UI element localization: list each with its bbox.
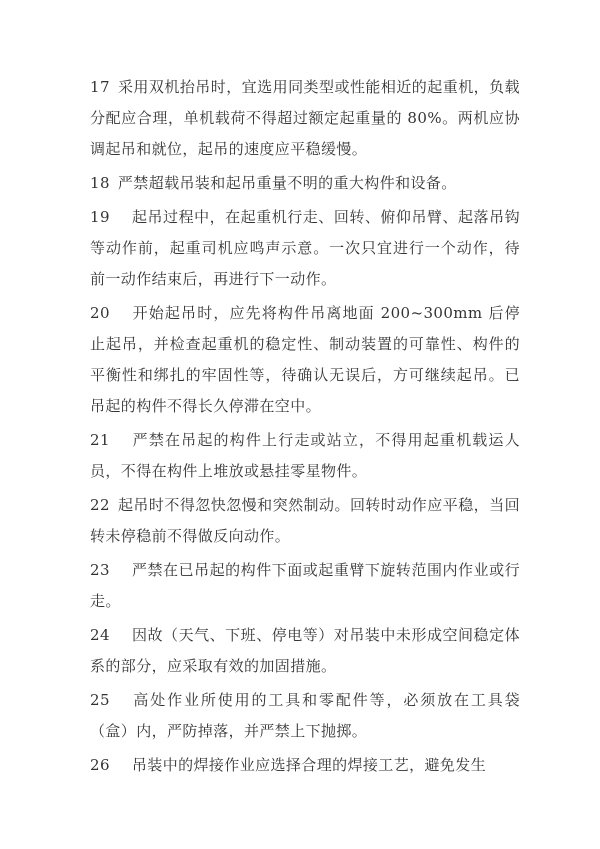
clause-25 bbox=[90, 685, 520, 747]
clause-text: 因故（天气、下班、停电等）对吊装中未形成空间稳定体系的部分，应采取有效的加固措施。 bbox=[90, 626, 520, 675]
clause-text: 起吊时不得忽快忽慢和突然制动。回转时动作应平稳，当回转未停稳前不得做反向动作。 bbox=[90, 496, 520, 545]
clause-number: 21 bbox=[90, 431, 110, 449]
clause-19 bbox=[90, 202, 520, 295]
clause-number: 22 bbox=[90, 496, 110, 514]
clause-18 bbox=[90, 168, 520, 199]
clause-number: 17 bbox=[90, 78, 110, 96]
clause-20 bbox=[90, 298, 520, 422]
clause-text: 高处作业所使用的工具和零配件等，必须放在工具袋（盒）内，严防掉落，并严禁上下抛掷。 bbox=[90, 691, 520, 740]
clause-number: 24 bbox=[90, 626, 110, 644]
clause-22 bbox=[90, 490, 520, 552]
clause-number: 19 bbox=[90, 208, 110, 226]
clause-number: 26 bbox=[90, 756, 110, 774]
clause-23 bbox=[90, 555, 520, 617]
clause-text: 开始起吊时，应先将构件吊离地面 200~300mm 后停止起吊，并检查起重机的稳定性、制动装置的可靠性、构件的平衡性和绑扎的牢固性等，待确认无误后，方可继续起吊。已吊起的构件不得长久停滞在空中。 bbox=[90, 304, 520, 415]
clause-21 bbox=[90, 425, 520, 487]
clause-number: 23 bbox=[90, 561, 110, 579]
clause-text: 起吊过程中，在起重机行走、回转、俯仰吊臂、起落吊钩等动作前，起重司机应鸣声示意。一次只宜进行一个动作，待前一动作结束后，再进行下一动作。 bbox=[90, 208, 520, 288]
clause-text: 严禁在已吊起的构件下面或起重臂下旋转范围内作业或行走。 bbox=[90, 561, 520, 610]
clause-number: 20 bbox=[90, 304, 110, 322]
clause-text: 吊装中的焊接作业应选择合理的焊接工艺，避免发生 bbox=[131, 756, 487, 774]
clause-text: 采用双机抬吊时，宜选用同类型或性能相近的起重机，负载分配应合理，单机载荷不得超过额定起重量的 80%。两机应协调起吊和就位，起吊的速度应平稳缓慢。 bbox=[90, 78, 520, 158]
clause-text: 严禁超载吊装和起吊重量不明的重大构件和设备。 bbox=[117, 174, 457, 192]
document-body bbox=[90, 72, 520, 784]
clause-17 bbox=[90, 72, 520, 165]
clause-24 bbox=[90, 620, 520, 682]
clause-26 bbox=[90, 750, 520, 781]
clause-number: 18 bbox=[90, 174, 110, 192]
clause-text: 严禁在吊起的构件上行走或站立，不得用起重机载运人员，不得在构件上堆放或悬挂零星物件。 bbox=[90, 431, 520, 480]
clause-number: 25 bbox=[90, 691, 110, 709]
